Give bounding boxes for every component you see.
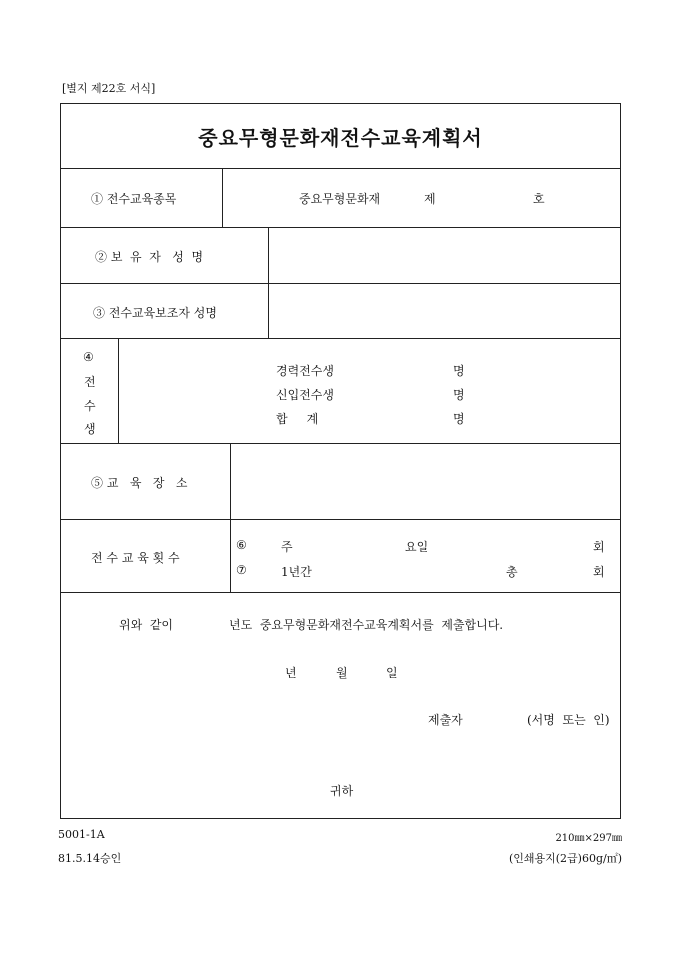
total-label: 합 계 — [276, 412, 319, 426]
approval-date: 81.5.14승인 — [58, 852, 122, 865]
holder-name-field[interactable] — [272, 231, 618, 279]
assistant-name-field[interactable] — [272, 287, 618, 335]
experienced-trainee-label: 경력전수생 — [276, 364, 334, 378]
row1-prefix: 중요무형문화재 — [299, 192, 381, 206]
row6-label: 전 수 교 육 횟 수 — [91, 551, 180, 565]
submitter-name-field[interactable] — [470, 706, 522, 730]
form-code: 5001-1A — [58, 828, 105, 841]
new-trainee-label: 신입전수생 — [276, 388, 334, 402]
row5-label: ⑤ 교 육 장 소 — [91, 476, 188, 490]
weekly-label: 주 — [281, 540, 293, 554]
row4-label-char: 생 — [84, 422, 96, 436]
heritage-number-field[interactable] — [225, 173, 618, 223]
date-day: 일 — [386, 666, 398, 680]
recipient-label: 귀하 — [330, 784, 354, 798]
experienced-trainee-unit: 명 — [453, 364, 465, 378]
row2-label: ② 보 유 자 성 명 — [95, 250, 204, 264]
col-divider — [118, 338, 119, 443]
row6-line2-num: ⑦ — [236, 563, 247, 577]
row1-label: ① 전수교육종목 — [91, 192, 177, 206]
date-month: 월 — [336, 666, 348, 680]
yearly-label: 1년간 — [281, 565, 312, 579]
date-year: 년 — [285, 666, 297, 680]
paper-spec: (인쇄용지(2급)60g/㎡) — [508, 852, 622, 865]
signature-label: (서명 또는 인) — [527, 713, 610, 727]
paper-size: 210㎜×297㎜ — [555, 833, 622, 844]
row4-label-char: 전 — [84, 375, 96, 389]
row4-num: ④ — [83, 350, 94, 364]
row-divider — [60, 443, 621, 444]
row-divider — [60, 338, 621, 339]
form-title: 중요무형문화재전수교육계획서 — [198, 126, 483, 150]
row6-line1-num: ⑥ — [236, 538, 247, 552]
row-divider — [60, 519, 621, 520]
frequency-fields[interactable] — [300, 534, 590, 582]
yearly-times-unit: 회 — [593, 565, 605, 579]
row3-label: ③ 전수교육보조자 성명 — [93, 306, 217, 320]
row-divider — [60, 227, 621, 228]
row-divider — [60, 283, 621, 284]
weekday-label: 요일 — [405, 540, 429, 554]
row4-label-char: 수 — [84, 399, 96, 413]
new-trainee-unit: 명 — [453, 388, 465, 402]
row1-je: 제 — [424, 192, 436, 206]
total-unit: 명 — [453, 412, 465, 426]
weekly-times-unit: 회 — [593, 540, 605, 554]
statement-line-b: 년도 중요무형문화재전수교육계획서를 제출합니다. — [229, 618, 504, 632]
form-number-label: [별지 제22호 서식] — [62, 82, 156, 95]
row1-ho: 호 — [533, 192, 545, 206]
col-divider — [268, 227, 269, 338]
col-divider — [222, 168, 223, 227]
statement-line-a: 위와 같이 — [119, 618, 173, 632]
row-divider — [60, 168, 621, 169]
total-label: 총 — [506, 565, 518, 579]
col-divider — [230, 443, 231, 592]
education-place-field[interactable] — [234, 447, 618, 515]
row-divider — [60, 592, 621, 593]
trainee-count-fields[interactable] — [350, 358, 445, 428]
submitter-label: 제출자 — [428, 713, 463, 727]
